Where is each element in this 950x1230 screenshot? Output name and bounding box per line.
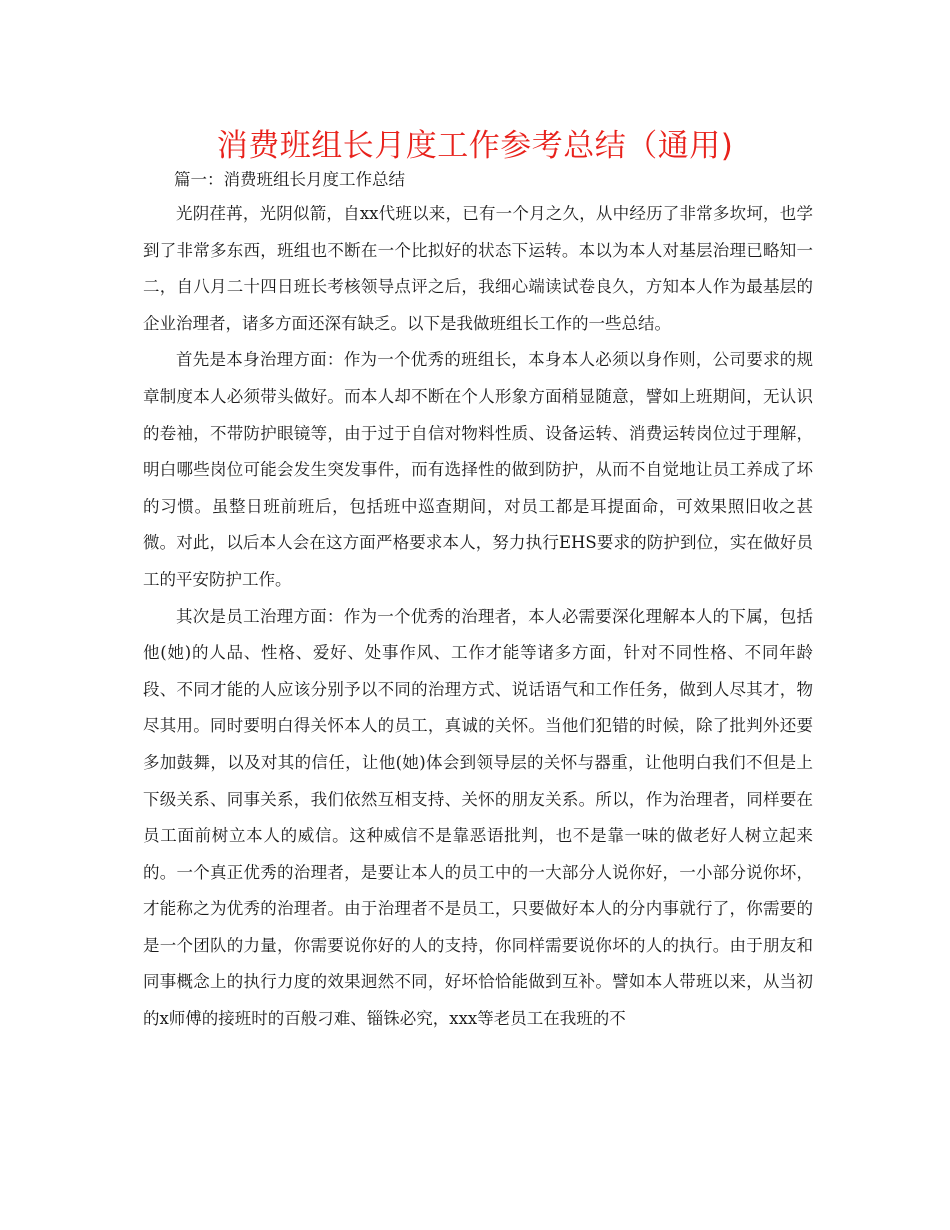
paragraph: 光阴荏苒，光阴似箭，自xx代班以来，已有一个月之久，从中经历了非常多坎坷，也学到了非常多东西，班组也不断在一个比拟好的状态下运转。本以为本人对基层治理已略知一二，自八月二十四日班长考核领导点评之后，我细心端读试卷良久，方知本人作为最基层的企业治理者，诸多方面还深有缺乏。以下是我做班组长工作的一些总结。 (143, 204, 813, 333)
paragraph: 其次是员工治理方面：作为一个优秀的治理者，本人必需要深化理解本人的下属，包括他(她)的人品、性格、爱好、处事作风、工作才能等诸多方面，针对不同性格、不同年龄段、不同才能的人应该分别予以不同的治理方式、说话语气和工作任务，做到人尽其才，物尽其用。同时要明白得关怀本人的员工，真诚的关怀。当他们犯错的时候，除了批判外还要多加鼓舞，以及对其的信任，让他(她)体会到领导层的关怀与器重，让他明白我们不但是上下级关系、同事关系，我们依然互相支持、关怀的朋友关系。所以，作为治理者，同样要在员工面前树立本人的威信。这种威信不是靠恶语批判，也不是靠一味的做老好人树立起来的。一个真正优秀的治理者，是要让本人的员工中的一大部分人说你好，一小部分说你坏，才能称之为优秀的治理者。由于治理者不是员工，只要做好本人的分内事就行了，你需要的是一个团队的力量，你需要说你好的人的支持，你同样需要说你坏的人的执行。由于朋友和同事概念上的执行力度的效果迥然不同，好坏恰恰能做到互补。譬如本人带班以来，从当初的x师傅的接班时的百般刁难、锱铢必究，xxx等老员工在我班的不 (143, 606, 813, 1029)
paragraph: 首先是本身治理方面：作为一个优秀的班组长，本身本人必须以身作则，公司要求的规章制度本人必须带头做好。而本人却不断在个人形象方面稍显随意，譬如上班期间，无认识的卷袖，不带防护眼镜等，由于过于自信对物料性质、设备运转、消费运转岗位过于理解，明白哪些岗位可能会发生突发事件，而有选择性的做到防护，从而不自觉地让员工养成了坏的习惯。虽整日班前班后，包括班中巡查期间，对员工都是耳提面命，可效果照旧收之甚微。对此，以后本人会在这方面严格要求本人，努力执行EHS要求的防护到位，实在做好员工的平安防护工作。 (143, 350, 813, 589)
section-heading: 篇一：消费班组长月度工作总结 (174, 170, 405, 189)
document-body (143, 196, 813, 1038)
document-title: 消费班组长月度工作参考总结（通用) (216, 128, 734, 164)
